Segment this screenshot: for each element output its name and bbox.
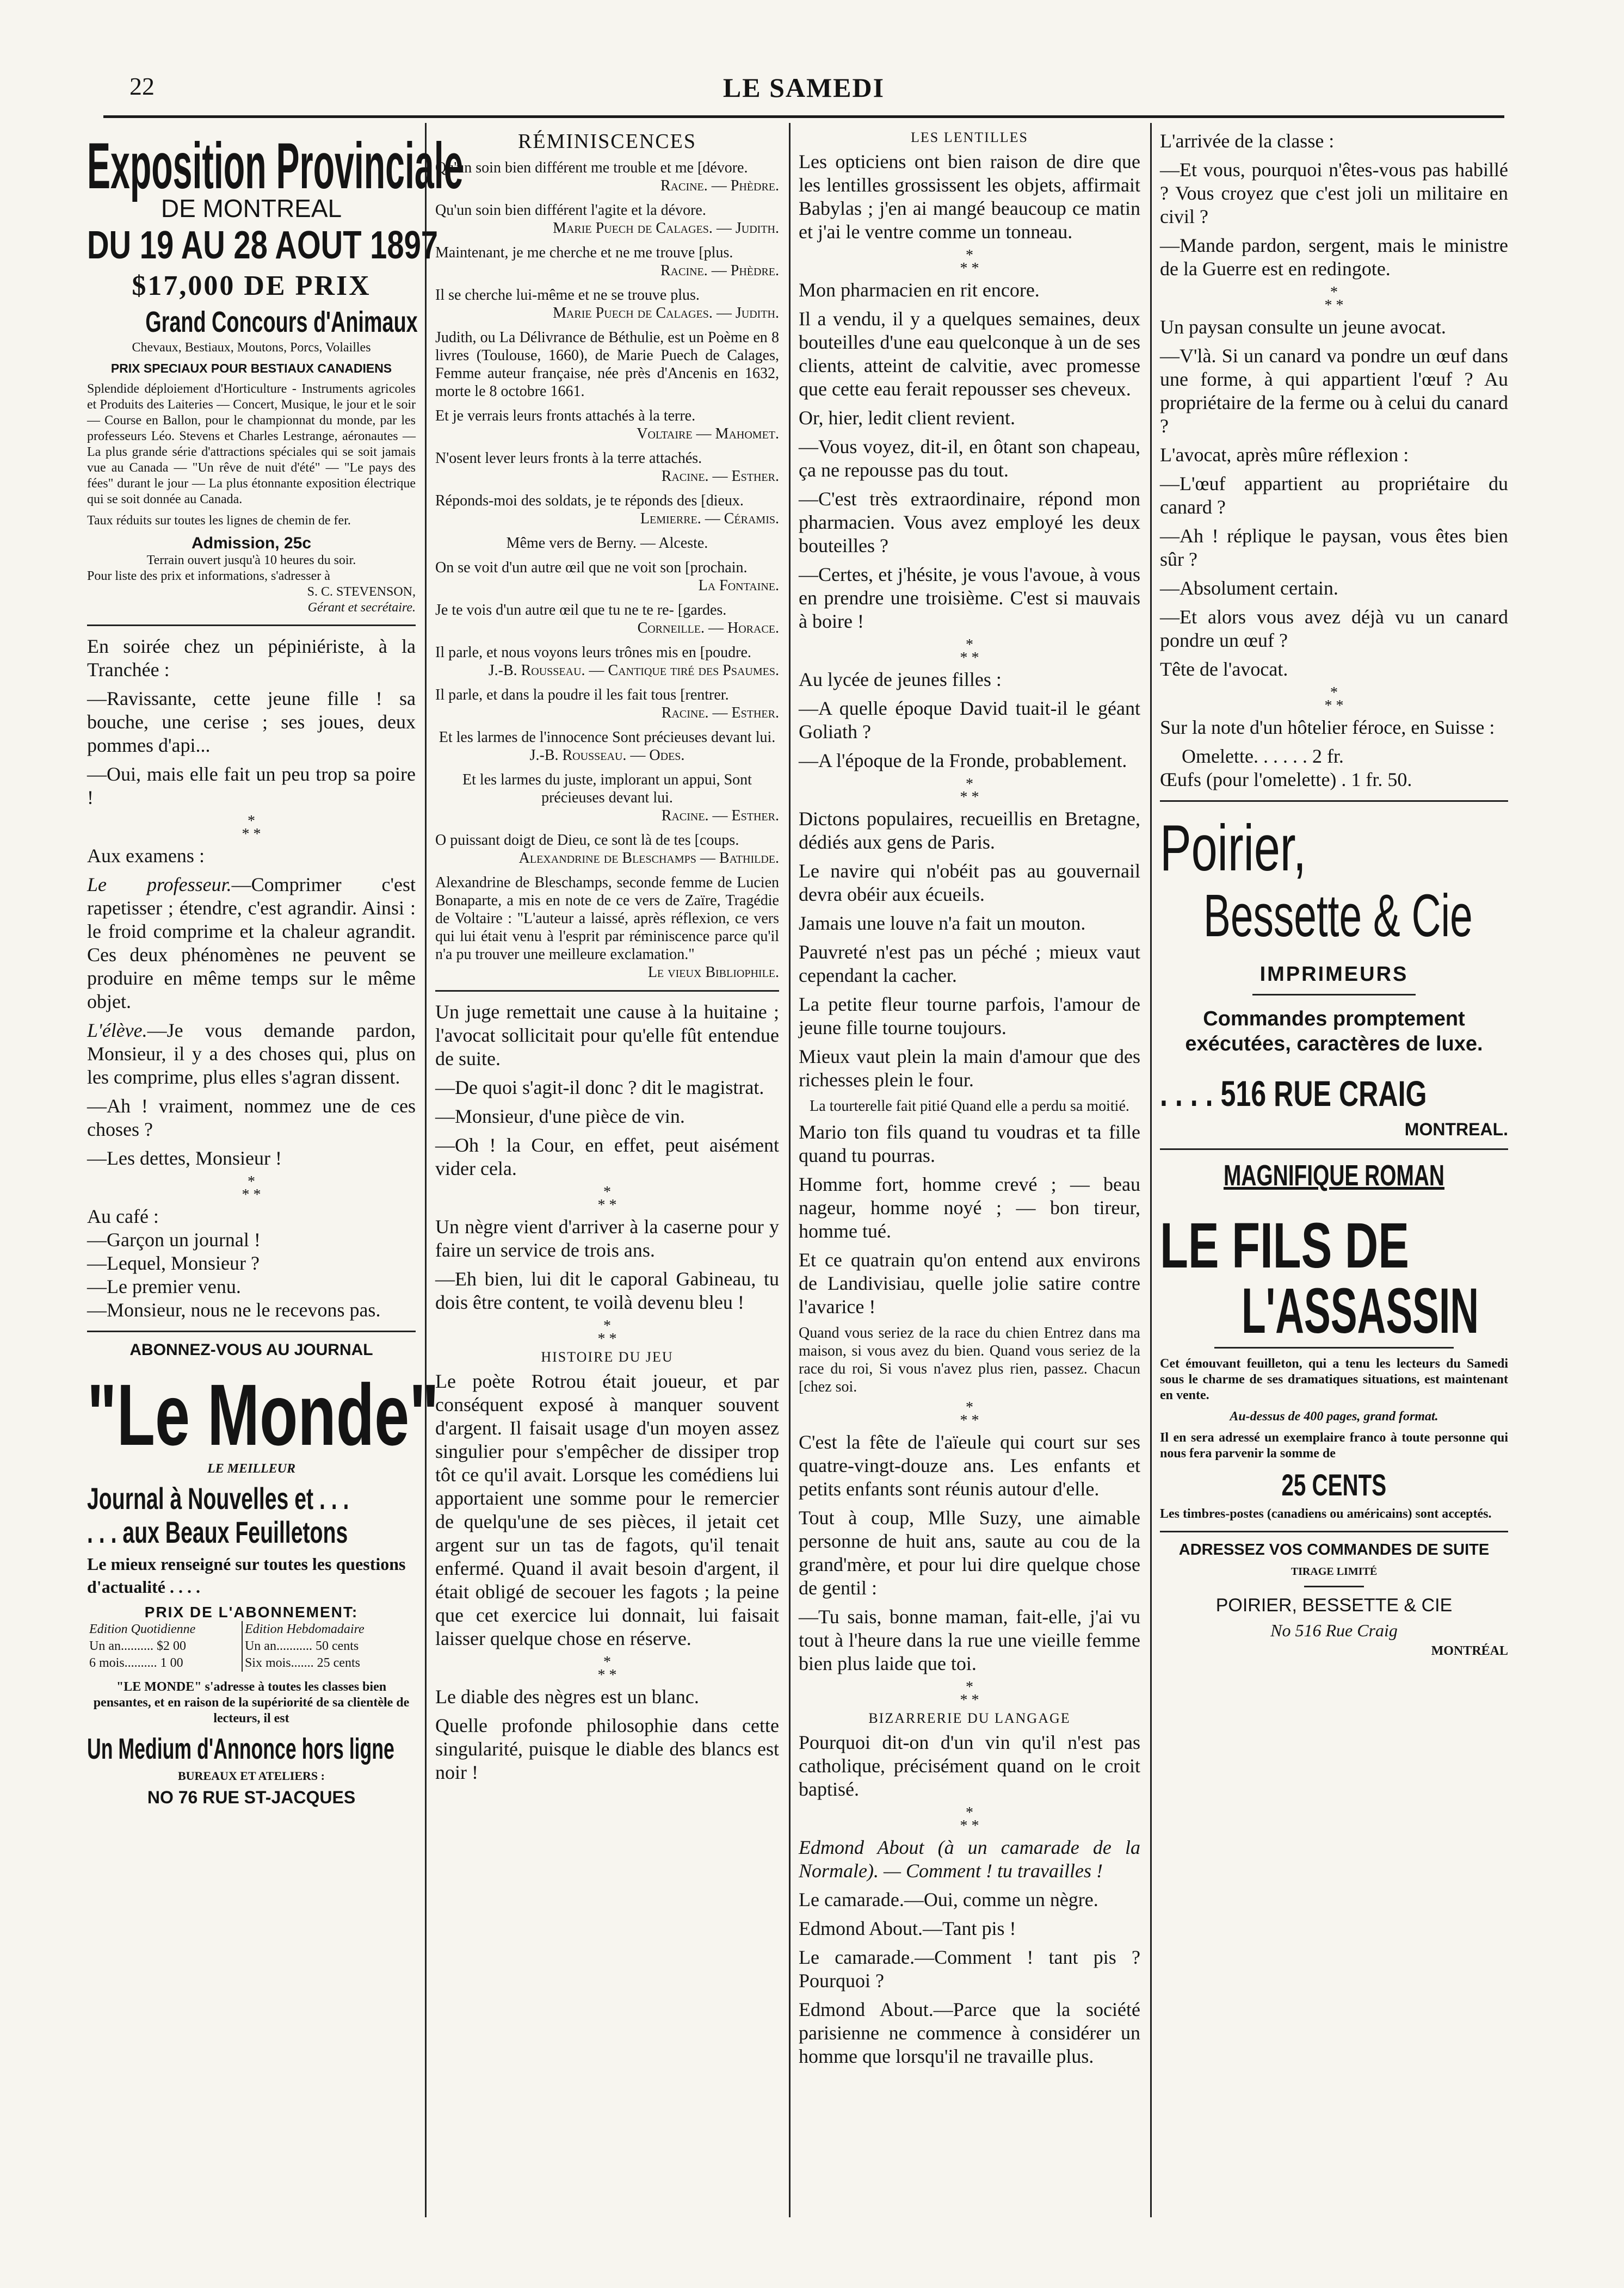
quote-source: Racine. — Esther. — [661, 704, 779, 721]
asterism: * * * — [960, 636, 979, 666]
paragraph: Edmond About.—Parce que la société parisienne ne commence à considérer un homme que lorsqu'il ne travaille plus. — [799, 1999, 1140, 2067]
ad-exposition-hours: Terrain ouvert jusqu'à 10 heures du soir. — [146, 553, 356, 567]
bill-line: Omelette. . . . . . 2 fr. — [1182, 745, 1344, 767]
paragraph: —Mande pardon, sergent, mais le ministre de la Guerre est en redingote. — [1160, 234, 1508, 280]
line: —Lequel, Monsieur ? — [87, 1252, 260, 1274]
lentilles-title: LES LENTILLES — [911, 129, 1028, 145]
page-header — [103, 65, 1504, 114]
column-divider — [425, 123, 427, 2217]
column-divider — [1150, 123, 1152, 2217]
article-negre — [435, 1215, 779, 1314]
asterism: * * * — [597, 1654, 617, 1684]
column-1 — [87, 129, 464, 2223]
article-about — [799, 1836, 1140, 2068]
ad-exposition-city: DE MONTREAL — [160, 194, 342, 222]
article-histoire: Le poète Rotrou était joueur, et par conséquent exposé à manquer souvent d'argent. Il faisait usage d'un moyen assez singulier pour s'empêcher de dissiper trop tôt ce qu'il avait. Lorsque les comédiens lui apportaient une somme pour le remercier de quelqu'une de ses pièces, il jetait cet argent sur un tas de fagots, qu'il tenait enfermé. Quand il avait besoin d'argent, il était obligé de secouer les fagots ; la peine que cet exercice lui donnait, lui faisait laisser quelque chose en réserve. — [435, 1370, 779, 1649]
paragraph: —Absolument certain. — [1160, 577, 1338, 599]
histoire-title: HISTOIRE DU JEU — [541, 1349, 674, 1365]
paragraph: Le camarade.—Comment ! tant pis ? Pourquoi ? — [799, 1946, 1140, 1992]
quote-text: Qu'un soin bien différent me trouble et me [dévore. — [435, 159, 748, 176]
paragraph — [87, 1019, 416, 1089]
quote-source: Alexandrine de Bleschamps — Bathilde. — [518, 850, 779, 867]
ad-exposition-concours: Grand Concours d'Animaux — [145, 306, 418, 338]
paragraph: C'est la fête de l'aïeule qui court sur ses quatre-vingt-douze ans. Les enfants et petits enfants sont réunis autour d'elle. — [799, 1431, 1140, 1500]
ad-monde-journal: Journal à Nouvelles et . . . — [87, 1481, 349, 1516]
article-pharmacien — [799, 279, 1140, 633]
paragraph: —A quelle époque David tuait-il le géant Goliath ? — [799, 697, 1140, 743]
paragraph — [87, 873, 416, 1013]
header-rule — [103, 115, 1504, 118]
paragraph: Sur la note d'un hôtelier féroce, en Suisse : — [1160, 716, 1495, 738]
quote-source: Marie Puech de Calages. — Judith. — [553, 220, 779, 237]
table-header: Edition Hebdomadaire — [242, 1621, 416, 1638]
asterism: * * * — [242, 1173, 261, 1203]
speaker-label: L'élève. — [87, 1019, 147, 1041]
section-rule — [435, 990, 779, 992]
quote-text: O puissant doigt de Dieu, ce sont là de tes [coups. — [435, 832, 739, 849]
ad-exposition-body: Splendide déploiement d'Horticulture - Instruments agricoles et Produits des Laiteries — Concert, Musique, le jour et le soir — Course en Ballon, pour le championnat du monde, par les professeurs Léo. Stevens et Charles Lestrange, aéronautes — La plus grande série d'attractions spéciales qui se soit jamais vue au Canada — "Un rêve de nuit d'été" — "Le pays des fées" durant le jour — La plus étonnante exposition électrique qui se soit donnée au Canada. — [87, 382, 416, 506]
quote-source: Racine. — Phèdre. — [660, 177, 779, 194]
masthead: LE SAMEDI — [723, 72, 885, 103]
quote — [435, 201, 779, 237]
ad-monde-mieux: Le mieux renseigné sur toutes les questions d'actualité . . . . — [87, 1554, 406, 1597]
quatrain: Quand vous seriez de la race du chien Entrez dans ma maison, si vous avez du bien. Quand vous seriez de la race du roi, Si vous n'avez plus rien, passez. Chacun [chez soi. — [799, 1325, 1140, 1395]
asterism: * * * — [1324, 284, 1344, 314]
quote — [435, 449, 779, 485]
quote-text: Même vers de Berny. — Alceste. — [506, 535, 708, 552]
ad-exposition-special: PRIX SPECIAUX POUR BESTIAUX CANADIENS — [110, 361, 392, 375]
ad-poirier-bessette — [1160, 811, 1508, 1140]
quote-text: Réponds-moi des soldats, je te réponds des [dieux. — [435, 492, 744, 509]
quote-text: Il parle, et dans la poudre il les fait tous [rentrer. — [435, 687, 729, 703]
section-rule — [1160, 1148, 1508, 1150]
ad-exposition-signer: S. C. STEVENSON, — [307, 585, 416, 599]
asterism: * * * — [960, 247, 979, 277]
paragraph: Le camarade.—Oui, comme un nègre. — [799, 1889, 1098, 1910]
article-pepinieriste — [87, 635, 416, 809]
ad-poirier-name1: Poirier, — [1160, 812, 1306, 885]
ad-monde-meilleur: LE MEILLEUR — [207, 1462, 296, 1476]
ad-poirier-city: MONTREAL. — [1404, 1120, 1508, 1139]
quote-text: Alexandrine de Bleschamps, seconde femme de Lucien Bonaparte, a mis en note de ce vers de Zaïre, Tragédie de Voltaire : "L'auteur a laissé, après réflexion, ce vers qui lui était venu à l'esprit par réminiscence parce qu'il n'a pu trouver une meilleure exclamation." — [435, 874, 779, 963]
article-bizarrerie: Pourquoi dit-on d'un vin qu'il n'est pas catholique, précisément quand on le croit baptisé. — [799, 1732, 1140, 1800]
quote-source: Racine. — Esther. — [661, 807, 779, 824]
ad-exposition — [87, 129, 464, 616]
quote-source: Racine. — Esther. — [661, 468, 779, 485]
ad-poirier-imprimeurs: IMPRIMEURS — [1259, 963, 1409, 986]
ad-exposition-address: Pour liste des prix et informations, s'adresser à — [87, 569, 330, 583]
ad-roman-title1: LE FILS DE — [1160, 1210, 1409, 1282]
quote-source: Racine. — Phèdre. — [660, 262, 779, 279]
quote — [435, 492, 779, 528]
quote-text: On se voit d'un autre œil que ne voit son [prochain. — [435, 559, 748, 576]
ad-monde-rue: NO 76 RUE ST-JACQUES — [147, 1788, 356, 1807]
quote-source: La Fontaine. — [698, 577, 779, 594]
quote-source: Marie Puech de Calages. — Judith. — [553, 305, 779, 321]
article-aieule — [799, 1431, 1140, 1675]
paragraph: —Monsieur, d'une pièce de vin. — [435, 1105, 685, 1127]
paragraph: Tout à coup, Mlle Suzy, une aimable personne de huit ans, saute au cou de la grand'mère, et pour lui dire quelque chose de gentil : — [799, 1507, 1140, 1599]
quote — [435, 407, 779, 443]
ad-monde-medium: Un Medium d'Annonce hors ligne — [87, 1733, 394, 1765]
ad-roman-franco: Il en sera adressé un exemplaire franco à toute personne qui nous fera parvenir la somme de — [1160, 1431, 1508, 1461]
reminiscences-quotes — [435, 159, 779, 981]
line: Au café : — [87, 1205, 159, 1227]
ad-exposition-animals: Chevaux, Bestiaux, Moutons, Porcs, Volailles — [132, 341, 371, 355]
bill-line: Œufs (pour l'omelette) . 1 fr. 50. — [1160, 769, 1412, 790]
table-row — [87, 1655, 416, 1672]
paragraph: —C'est très extraordinaire, répond mon pharmacien. Vous avez employé les deux bouteilles ? — [799, 488, 1140, 556]
quote — [435, 159, 779, 195]
line: —Monsieur, nous ne le recevons pas. — [87, 1299, 381, 1321]
ad-monde-blurb: "LE MONDE" s'adresse à toutes les classes bien pensantes, et en raison de la supériorité de sa clientèle de lecteurs, il est — [93, 1680, 410, 1726]
paragraph: Et ce quatrain qu'on entend aux environs de Landivisiau, quelle jolie satire contre l'avarice ! — [799, 1249, 1140, 1318]
table-row — [87, 1638, 416, 1655]
asterism: * * * — [597, 1318, 617, 1347]
quote-source: J.-B. Rousseau. — Odes. — [529, 747, 685, 764]
quote — [435, 601, 779, 637]
quote-text: Qu'un soin bien différent l'agite et la dévore. — [435, 202, 706, 219]
speech: —Comprimer c'est rapetisser ; étendre, c'est agrandir. Ainsi : le froid comprime et la chaleur agrandit. Ces deux phénomènes ne peuvent se produire en même temps sur le même objet. — [87, 874, 416, 1012]
article-juge — [435, 1000, 779, 1180]
quote-text: Il se cherche lui-même et ne se trouve plus. — [435, 287, 700, 304]
paragraph: Mieux vaut plein la main d'amour que des richesses plein le four. — [799, 1046, 1140, 1091]
quote — [435, 329, 779, 400]
article-dictons — [799, 807, 1140, 1092]
article-diable — [435, 1685, 779, 1784]
quote-text: N'osent lever leurs fronts à la terre attachés. — [435, 450, 702, 467]
paragraph: —V'là. Si un canard va pondre un œuf dans une forme, à qui appartient l'œuf ? Au propriétaire de la ferme ou à celui du canard ? — [1160, 345, 1508, 437]
section-rule — [1160, 1531, 1508, 1532]
paragraph: Un paysan consulte un jeune avocat. — [1160, 316, 1446, 338]
ad-exposition-signer-title: Gérant et secrétaire. — [307, 601, 416, 615]
quote-source: J.-B. Rousseau. — Cantique tiré des Psaumes. — [488, 662, 779, 679]
paragraph: L'arrivée de la classe : — [1160, 130, 1335, 152]
quote — [435, 771, 779, 825]
ad-exposition-dates: DU 19 AU 28 AOUT 1897 — [87, 224, 439, 267]
quote — [435, 831, 779, 867]
table-cell: Un an........... 50 cents — [242, 1638, 416, 1655]
ad-exposition-rates: Taux réduits sur toutes les lignes de chemin de fer. — [87, 514, 351, 528]
ad-monde-bureaux: BUREAUX ET ATELIERS : — [178, 1769, 325, 1783]
quote-text: Et je verrais leurs fronts attachés à la terre. — [435, 407, 696, 424]
column-2 — [435, 129, 779, 2223]
paragraph: Pauvreté n'est pas un péché ; mieux vaut cependant la cacher. — [799, 941, 1140, 986]
ad-poirier-name2: Bessette & Cie — [1203, 882, 1473, 949]
ad-roman-timbres: Les timbres-postes (canadiens ou américains) sont acceptés. — [1160, 1507, 1492, 1521]
paragraph: —Eh bien, lui dit le caporal Gabineau, tu dois être content, te voilà devenu bleu ! — [435, 1268, 779, 1313]
article-paysan — [1160, 316, 1508, 681]
paragraph: Edmond About.—Tant pis ! — [799, 1918, 1016, 1939]
ad-le-monde — [87, 1341, 439, 1808]
quote — [435, 244, 779, 280]
ad-roman-blurb: Cet émouvant feuilleton, qui a tenu les lecteurs du Samedi sous le charme de ses dramatiques situations, est maintenant en vente. — [1160, 1357, 1508, 1402]
ad-monde-abonnez: ABONNEZ-VOUS AU JOURNAL — [129, 1341, 373, 1359]
paragraph: Edmond About (à un camarade de la Normale). — Comment ! tu travailles ! — [799, 1836, 1140, 1882]
quote-text: Judith, ou La Délivrance de Béthulie, est un Poème en 8 livres (Toulouse, 1660), de Marie Puech de Calages, Femme auteur française, née près d'Ancenis en 1632, morte le 8 octobre 1661. — [435, 329, 779, 400]
reminiscences-title: RÉMINISCENCES — [518, 130, 696, 153]
quote-text: Maintenant, je me cherche et ne me trouve [plus. — [435, 244, 733, 261]
paragraph: L'avocat, après mûre réflexion : — [1160, 444, 1409, 466]
quote-source: Voltaire — Mahomet. — [637, 425, 779, 442]
paragraph: Le navire qui n'obéit pas au gouvernail devra obéir aux écueils. — [799, 860, 1140, 905]
page-number: 22 — [129, 72, 155, 100]
paragraph: Aux examens : — [87, 845, 205, 867]
quote — [435, 559, 779, 595]
bizarrerie-title: BIZARRERIE DU LANGAGE — [868, 1710, 1071, 1726]
quote-source: Corneille. — Horace. — [637, 620, 779, 636]
section-rule — [87, 1331, 416, 1332]
asterism: * * * — [960, 1804, 979, 1834]
ad-roman-format: Au-dessus de 400 pages, grand format. — [1230, 1409, 1438, 1424]
paragraph: Jamais une louve n'a fait un mouton. — [799, 912, 1086, 934]
paragraph: —Vous voyez, dit-il, en ôtant son chapeau, ça ne repousse pas du tout. — [799, 436, 1140, 481]
article-hotelier — [1160, 716, 1508, 791]
line: —Le premier venu. — [87, 1276, 241, 1297]
ad-roman-pb: POIRIER, BESSETTE & CIE — [1215, 1595, 1453, 1616]
ad-monde-feuilletons: . . . aux Beaux Feuilletons — [87, 1515, 348, 1549]
paragraph: En soirée chez un pépiniériste, à la Tranchée : — [87, 635, 416, 681]
paragraph: —Oh ! la Cour, en effet, peut aisément vider cela. — [435, 1134, 779, 1179]
paragraph: La petite fleur tourne parfois, l'amour de jeune fille tourne toujours. — [799, 993, 1140, 1038]
asterism: * * * — [1324, 684, 1344, 714]
ad-rule-short — [1304, 1586, 1364, 1587]
article-lentilles: Les opticiens ont bien raison de dire que les lentilles grossissent les objets, affirmait Babylas ; j'en ai mangé beaucoup ce matin et j'ai le ventre comme un tonneau. — [799, 151, 1140, 243]
paragraph: Mon pharmacien en rit encore. — [799, 279, 1040, 301]
ad-roman-title2: L'ASSASSIN — [1242, 1275, 1479, 1347]
table-cell: Un an.......... $2 00 — [89, 1639, 186, 1653]
asterism: * * * — [597, 1184, 617, 1214]
line: —Garçon un journal ! — [87, 1229, 261, 1251]
article-cafe — [87, 1205, 416, 1322]
ad-poirier-rue: . . . . 516 RUE CRAIG — [1160, 1073, 1427, 1114]
paragraph: Il a vendu, il y a quelques semaines, deux bouteilles d'une eau quelconque à un de ses clients, atteint de calvitie, avec promesse que cette eau ferait repousser ses cheveux. — [799, 308, 1140, 400]
column-divider — [789, 123, 791, 2217]
paragraph: —Et vous, pourquoi n'êtes-vous pas habillé ? Vous croyez que c'est joli un militaire en civil ? — [1160, 159, 1508, 227]
quote — [435, 686, 779, 722]
paragraph: —De quoi s'agit-il donc ? dit le magistrat. — [435, 1077, 764, 1098]
table-cell: Six mois....... 25 cents — [242, 1655, 416, 1672]
quote — [435, 286, 779, 322]
ad-monde-prix-title: PRIX DE L'ABONNEMENT: — [144, 1604, 359, 1621]
ad-exposition-admission: Admission, 25c — [191, 534, 312, 552]
tourterelle: La tourterelle fait pitié Quand elle a perdu sa moitié. — [810, 1098, 1129, 1115]
column-4 — [1160, 129, 1508, 2223]
paragraph: —A l'époque de la Fronde, probablement. — [799, 750, 1127, 771]
ad-roman-magnifique: MAGNIFIQUE ROMAN — [1223, 1159, 1445, 1192]
quote-text: Il parle, et nous voyons leurs trônes mis en [poudre. — [435, 644, 751, 661]
paragraph: —Certes, et j'hésite, je vous l'avoue, à vous en prendre une troisième. C'est si mauvais à boire ! — [799, 564, 1140, 632]
speech: —Je vous demande pardon, Monsieur, il y a des choses qui, plus on les comprime, plus elles s'agran dissent. — [87, 1019, 416, 1088]
paragraph: —Les dettes, Monsieur ! — [87, 1147, 282, 1169]
paragraph: Homme fort, homme crevé ; — beau nageur, homme noyé ; — bon tireur, homme tué. — [799, 1173, 1140, 1242]
paragraph: —Ah ! réplique le paysan, vous êtes bien sûr ? — [1160, 525, 1508, 570]
article-classe — [1160, 129, 1508, 281]
ad-poirier-commandes: Commandes promptement exécutées, caractères de luxe. — [1185, 1007, 1483, 1055]
table-header: Edition Quotidienne — [89, 1622, 196, 1636]
paragraph: —Et alors vous avez déjà vu un canard pondre un œuf ? — [1160, 606, 1508, 651]
section-rule — [1160, 800, 1508, 802]
article-lycee — [799, 668, 1140, 772]
quote — [435, 874, 779, 981]
asterism: * * * — [960, 776, 979, 806]
ad-monde-name: "Le Monde" — [87, 1366, 439, 1463]
quote — [435, 728, 779, 764]
subscription-table — [87, 1621, 416, 1672]
paragraph: —Tu sais, bonne maman, fait-elle, j'ai vu tout à l'heure dans la rue une vieille femme bien plus laide que toi. — [799, 1606, 1140, 1674]
paragraph: Tête de l'avocat. — [1160, 658, 1288, 680]
ad-roman-tirage: TIRAGE LIMITÉ — [1290, 1566, 1378, 1578]
quote-source: Le vieux Bibliophile. — [647, 964, 779, 981]
asterism: * * * — [242, 813, 261, 843]
ad-roman-montreal: MONTRÉAL — [1431, 1644, 1508, 1658]
ad-exposition-prize: $17,000 DE PRIX — [132, 270, 371, 301]
paragraph: Dictons populaires, recueillis en Bretagne, dédiés aux gens de Paris. — [799, 808, 1140, 853]
quote-text: Je te vois d'un autre œil que tu ne te re- [gardes. — [435, 602, 727, 619]
paragraph: —Ravissante, cette jeune fille ! sa bouche, une cerise ; ses joues, deux pommes d'api... — [87, 688, 416, 756]
section-rule — [87, 624, 416, 626]
speaker-label: Le professeur. — [87, 874, 232, 895]
paragraph: Or, hier, ledit client revient. — [799, 407, 1015, 429]
article-proverbes — [799, 1121, 1140, 1319]
paragraph: Le diable des nègres est un blanc. — [435, 1686, 699, 1708]
table-cell: 6 mois.......... 1 00 — [89, 1656, 183, 1670]
ad-rule-short — [1252, 994, 1416, 995]
quote — [435, 534, 779, 552]
quote-source: Lemierre. — Céramis. — [640, 510, 779, 527]
ad-roman-no: No 516 Rue Craig — [1270, 1621, 1398, 1640]
paragraph: —Ah ! vraiment, nommez une de ces choses ? — [87, 1095, 416, 1140]
paragraph: Un juge remettait une cause à la huitaine ; l'avocat sollicitait pour qu'elle fût entendue de suite. — [435, 1001, 779, 1069]
paragraph: Au lycée de jeunes filles : — [799, 669, 1002, 690]
article-examens — [87, 844, 416, 1170]
asterism: * * * — [960, 1399, 979, 1429]
paragraph: —Oui, mais elle fait un peu trop sa poire ! — [87, 763, 416, 808]
quote-text: Et les larmes de l'innocence Sont précieuses devant lui. — [439, 729, 776, 746]
ad-roman — [1160, 1159, 1508, 1659]
ad-roman-adressez: ADRESSEZ VOS COMMANDES DE SUITE — [1178, 1541, 1490, 1559]
quote — [435, 644, 779, 679]
paragraph: Mario ton fils quand tu voudras et ta fille quand tu pourras. — [799, 1121, 1140, 1166]
asterism: * * * — [960, 1679, 979, 1709]
paragraph: Un nègre vient d'arriver à la caserne pour y faire un service de trois ans. — [435, 1216, 779, 1261]
ad-roman-price: 25 CENTS — [1281, 1468, 1387, 1502]
paragraph: —L'œuf appartient au propriétaire du canard ? — [1160, 473, 1508, 518]
column-3 — [799, 129, 1140, 2223]
quote-text: Et les larmes du juste, implorant un appui, Sont précieuses devant lui. — [462, 771, 752, 806]
paragraph: Quelle profonde philosophie dans cette singularité, puisque le diable des blancs est noir ! — [435, 1715, 779, 1783]
ad-exposition-title: Exposition Provinciale — [87, 130, 464, 203]
